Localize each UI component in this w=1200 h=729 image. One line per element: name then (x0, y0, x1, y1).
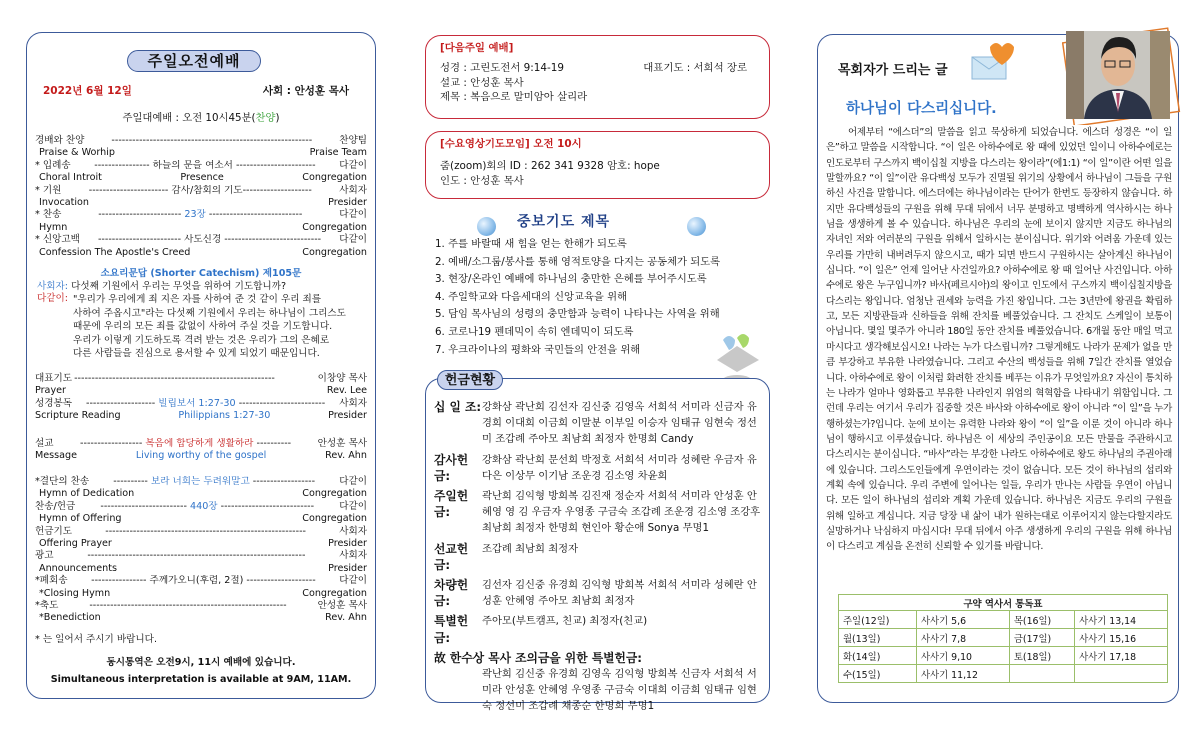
offering-panel (425, 378, 770, 713)
dash: ---------------- 주께가오니(후렴, 2절) -------------------- (91, 575, 316, 587)
date-row (27, 85, 375, 97)
order-middle (91, 476, 337, 488)
next-week-prayer: 대표기도 : 서희석 장로 (643, 62, 747, 75)
dash: ---------------------------------------------------------- (105, 525, 307, 537)
reading-right: 사회자 (339, 397, 367, 409)
sermon-label: 설교 (35, 438, 54, 449)
bible-table-cell: 사사기 11,12 (916, 665, 1009, 683)
dash: ---------------------------------------------------------- (74, 373, 275, 384)
order-item (35, 600, 367, 625)
offering-names: 조갑례 최남희 최정자 (482, 542, 579, 555)
bible-reading-table (838, 594, 1168, 683)
answer-line: 다른 사람들을 진심으로 용서할 수 있게 되었기 때문입니다. (73, 348, 320, 360)
offering-label: 특별헌금: (434, 614, 469, 645)
order-label: * 입례송 (35, 159, 71, 171)
order-item (35, 160, 367, 185)
bible-table-row (839, 629, 1168, 647)
order-right: 사회자 (339, 550, 367, 562)
prayer-right: 이창양 목사 (317, 373, 367, 384)
sermon-en: Message (35, 450, 78, 462)
sermon-en-title: Living worthy of the gospel (135, 450, 267, 462)
service-date: 2022년 6월 12일 (43, 85, 132, 97)
order-right: 다같이 (339, 234, 367, 246)
dash: ------------------------- (100, 500, 190, 512)
letter-body: 어제부터 “에스더”의 말씀을 읽고 묵상하게 되었습니다. 에스더 성경은 “이 일은”하고 말씀을 시작합니다. “이 일은 아하수에로 왕 때에 있었던 일이니 아하수에로는 인도로부터 구스까지 백이십칠 지방을 다스리는 왕이라”(에1:1) “이 일”이란 어떤 일을 말할까요? “이 일”이란 유다백성 모두가 진멸될 위기의 상황에서 하나님이 그들을 구원하신 사건을 말합니다. 에스더에는 하나님이라는 단어가 한번도 등장하지 않습니다. 하지만 유다백성들의 구원을 위해 무대 뒤에서 너무 분명하고 명백하게 역사하시는 하나님을 생생하게 볼 수 있습니다. 하나님은 우리의 눈에 보이지 않지만 지금도 하나님의 자녀인 저와 여러분의 구원을 위해서 일하시는 분이십니다. 위기와 어려움 가운데 있는 우리를 가만히 내버려두지 않으시고, 때가 되면 반드시 구원하시는 살아계신 하나님이십니다. “이 일은” 언제 일어난 사건일까요? 아하수에로 왕 때 일어난 사건입니다. 아하수에로 왕은 누구입니까? 바사(페르시아)의 왕이고 인도에서 구스까지 백이십칠지방을 다스리는 왕입니다. 엄청난 권세와 능력을 가진 왕입니다. 그는 3년만에 왕권을 확립하고, 모든 지방관들과 신하들을 위해 잔치를 베풀었습니다. 그 잔치도 스케일이 보통이 아닙니다. 몇일 몇주가 아니라 180일 동안 잔치를 베풀었습니다. 6개월 동안 매일 먹고 마시다고 생각해보십시오! 나라는 누가 다스립니까? 그렇게해도 나라가 문제가 없을 만큼 부강하고 부유한 나라였습니다. 그리고 수산의 백성들을 위해 7일간 잔치를 열었습니다. 아하수에로 왕이 이처럼 화려한 잔치를 베푸는 이유가 무엇일까요? 자신이 통치하는 나라가 얼마나 영화롭고 부유한 나라인지 위엄의 혁혁함을 나타내기 위함입니다. 그런데 우리는 여기서 우리가 집중할 것은 바사와 아하수에로 왕이 아니라 “이 일”을 누가 행하셨는가?입니다. 눈에 보이는 유력한 나라와 왕이 “이 일”을 이룬 것이 아니라 하나님이 행하시고 이루셨습니다. 하나님은 이 세상의 주인공이요 모든 만물을 주관하시고 다스리시는 분이십니다. “바사”라는 부강한 나라도 아하수에로 왕도 하나님의 주권아래에 있습니다. 그리스도인들에게 우연이라는 것이 없습니다. 모든 것이 하나님의 섭리와 계획 속에 있습니다. 우리 주변에 일어나는 일들, 우리가 만나는 사람들 우연이 아닙니다. 모든 일이 하나님의 섭리와 계획 가운데 있습니다. 하나님은 지금도 우리의 구원을 위해 일하고 계십니다. 지금 당장 내 삶이 내가 원하는대로 이루어지지 않는다할지라도 실망하거나 낙심하지 마십시다! 무대 뒤에서 아주 생생하게 우리의 구원을 위해 하나님이 다스리고 계심을 온전히 신뢰할 수 있기를 바랍니다. (826, 127, 1172, 553)
order-en-right: Congregation (302, 246, 367, 258)
offering-names: 강화삼 곽난희 문선희 박정호 서희석 서미라 성혜란 우금자 유다은 이상무 이기남 조운경 김소영 차윤희 (482, 453, 757, 482)
q-label: 사회자: (37, 281, 69, 292)
order-right: 다같이 (339, 476, 367, 487)
next-week-preacher: 설교 : 안성훈 목사 (440, 76, 524, 89)
dash: ---------------------------------------------------------- (111, 135, 313, 146)
dash: ----------------------- 감사/참회의 기도-------------------- (88, 184, 312, 196)
wed-zoom: 줌(zoom)회의 ID : 262 341 9328 암호: hope (440, 160, 660, 173)
worship-title: 주일오전예배 (127, 50, 261, 72)
offering-label-text: 선교헌금 (434, 541, 469, 572)
offering-label-text: 십 일 조 (434, 400, 477, 414)
bible-table-cell: 토(18일) (1009, 647, 1074, 665)
prayer-topics (425, 212, 770, 368)
prayer-topics-title: 중보기도 제목 (517, 214, 611, 230)
bible-table-cell: 월(13일) (839, 629, 917, 647)
order-en: Invocation (39, 197, 89, 209)
order-label: 광고 (35, 550, 54, 562)
order-right: 안성훈 목사 (317, 600, 367, 612)
presider: 사회 : 안성훈 목사 (262, 85, 349, 97)
offering-row (434, 613, 761, 645)
dash: -------------------- (86, 397, 159, 409)
bible-table-title: 구약 역사서 통독표 (839, 595, 1168, 611)
next-week-head: [다음주일 예배] (440, 42, 514, 54)
order-item (35, 501, 367, 526)
order-middle (63, 185, 337, 197)
offering-label-text: 감사헌금 (434, 452, 469, 483)
order-en: Offering Prayer (39, 538, 112, 550)
dash: ------------------------- (235, 397, 326, 409)
order-en: *Closing Hymn (39, 587, 111, 599)
prayer-item: 3. 현장/온라인 예배에 하나님의 충만한 은혜를 부어주시도록 (435, 273, 707, 286)
next-week-title: 제목 : 복음으로 말미암아 살리라 (440, 91, 588, 104)
order-label: * 신앙고백 (35, 234, 80, 246)
order-en: Praise & Worhip (39, 147, 115, 159)
offering-label: 주일헌금: (434, 489, 469, 520)
bible-table-cell (1009, 665, 1074, 683)
letter-heart-icon (968, 41, 1016, 81)
prayer-item: 2. 예배/소그룹/봉사를 통해 영적토양을 다지는 공동체가 되도록 (435, 255, 721, 268)
order-label: 찬송/헌금 (35, 500, 76, 512)
offering-row (434, 399, 761, 448)
offering-row (434, 577, 761, 609)
dash: ---------- (253, 438, 292, 449)
order-en-right: Congregation (302, 488, 367, 500)
order-en-right: Congregation (302, 587, 367, 599)
order-en-mid: Presence (180, 172, 224, 184)
wed-head: [수요영상기도모임] 오전 10시 (440, 138, 582, 150)
order-right: 다같이 (339, 500, 367, 512)
prayer-en: Prayer (35, 385, 66, 397)
prayer-item: 4. 주일학교와 다음세대의 신앙교육을 위해 (435, 290, 628, 303)
order-item-title: 23장 (184, 209, 206, 221)
order-label: 경배와 찬양 (35, 135, 85, 146)
dash: ------------------ (80, 438, 146, 449)
order-item (35, 575, 367, 600)
a-lines (73, 293, 346, 361)
order-middle (70, 575, 338, 587)
reading-en-right: Presider (328, 410, 367, 422)
offering-label: 십 일 조: (434, 400, 482, 414)
reading-en: Scripture Reading (35, 410, 121, 422)
offering-names: 주아모(부트캠프, 친교) 최정자(친교) (482, 615, 648, 628)
service-time-text: 주일대예배 : 오전 10시45분( (122, 112, 256, 124)
bible-table-cell: 사사기 17,18 (1075, 647, 1168, 665)
reading-en-passage: Philippians 1:27-30 (178, 410, 271, 422)
order-item (35, 476, 367, 501)
order-en: Hymn of Dedication (39, 488, 135, 500)
sermon-en-right: Rev. Ahn (325, 450, 367, 462)
prayer-item: 5. 담임 목사님의 성령의 충만함과 능력이 나타나는 사역을 위해 (435, 308, 720, 321)
order-en-right: Presider (328, 197, 367, 209)
dash: --------------------------- (205, 209, 303, 221)
order-label: * 찬송 (35, 209, 62, 221)
bible-table-cell: 금(17일) (1009, 629, 1074, 647)
offering-label: 선교헌금: (434, 541, 469, 572)
order-middle (60, 600, 315, 612)
next-week-scripture: 성경 : 고린도전서 9:14-19 (440, 62, 564, 75)
bible-table-cell: 주일(12일) (839, 611, 917, 629)
dash: ------------------------ (98, 209, 185, 221)
order-item-title: 보라 너희는 두려워말고 (150, 476, 250, 487)
sermon-title: 복음에 합당하게 생활하라 (145, 438, 254, 449)
bubble-icon (477, 217, 496, 236)
order-item (35, 550, 367, 575)
reading-passage: 빌립보서 1:27-30 (158, 397, 236, 409)
offering-names: 김선자 김신중 유경희 김익형 방희복 서희석 서미라 성혜란 안성훈 안혜영 주아모 최남희 최정자 (482, 579, 757, 608)
offering-row (434, 488, 761, 537)
order-middle (56, 550, 338, 562)
bible-table-cell (1075, 665, 1168, 683)
order-right: 사회자 (339, 184, 367, 196)
order-en-right: Congregation (302, 513, 367, 525)
offering-label: 감사헌금: (434, 452, 469, 483)
sermon-right: 안성훈 목사 (317, 438, 367, 449)
order-middle (82, 234, 337, 246)
order-en-right: Praise Team (309, 147, 367, 159)
order-en-right: Rev. Ahn (325, 612, 367, 624)
catechism-title: 소요리문답 (Shorter Catechism) 제105문 (100, 268, 302, 279)
order-en-right: Presider (328, 538, 367, 550)
service-time-choir: 찬양 (255, 112, 276, 124)
answer-line: 때문에 우리의 모든 죄를 값없이 사하여 주실 것을 기도합니다. (73, 321, 333, 333)
order-label: *결단의 찬송 (35, 476, 90, 487)
dash: ------------------------ 사도신경 ---------------------------- (97, 234, 322, 246)
order-item (35, 234, 367, 259)
prayer-label: 대표기도 (35, 373, 73, 384)
order-right: 찬양팀 (339, 135, 367, 146)
bible-table-cell: 목(16일) (1009, 611, 1074, 629)
catechism-qa (27, 281, 375, 361)
order-right: 다같이 (339, 159, 367, 171)
offering-row (434, 452, 761, 484)
offering-list (434, 399, 761, 646)
order-item (35, 135, 367, 160)
memorial-names: 곽난희 김신중 유경희 김영옥 김익형 방희복 신금자 서희석 서미라 안성훈 안혜영 우영종 구금숙 이대희 이금희 임태규 임현숙 정선미 조갑례 채종순 한명희 무명1 (482, 668, 757, 713)
q-text: 다섯째 기원에서 우리는 무엇을 위하여 기도합니까? (68, 281, 287, 292)
dash: ------------------ (249, 476, 316, 487)
bible-table-cell: 사사기 7,8 (916, 629, 1009, 647)
service-time (27, 112, 375, 124)
reading-label: 성경봉독 (35, 397, 73, 409)
order-en: Hymn (39, 221, 68, 233)
bible-table-cell: 화(14일) (839, 647, 917, 665)
offering-row (434, 541, 761, 573)
bible-table-cell: 수(15일) (839, 665, 917, 683)
order-middle (77, 501, 337, 513)
letter-title: 하나님이 다스리십니다. (846, 101, 997, 117)
order-list-1 (27, 135, 375, 259)
answer-line: 우리가 이렇게 기도하도록 격려 받는 것은 우리가 그의 은혜로 (73, 334, 330, 346)
answer-line: "우리가 우리에게 죄 지은 자를 사하여 준 것 같이 우리 죄를 (73, 294, 322, 306)
order-en-right: Presider (328, 562, 367, 574)
wednesday-prayer-box (425, 131, 770, 199)
order-middle (86, 135, 337, 147)
offering-label: 차량헌금: (434, 578, 469, 609)
order-item (35, 185, 367, 210)
memorial-label: 한수상 목사 조의금을 위한 특별헌금 (449, 650, 638, 665)
sermon-row (27, 438, 375, 463)
order-middle (63, 209, 337, 221)
offering-label-text: 주일헌금 (434, 489, 469, 520)
prayer-en-right: Rev. Lee (326, 385, 367, 397)
offering-names: 곽난희 김익형 방희복 김진재 정순자 서희석 서미라 안성훈 안혜영 영 김 우금자 우영종 구금숙 조갑례 조운경 김소영 조강후 최남희 최정자 한명희 현인아 황순애 Sonya 무명1 (482, 490, 761, 535)
pastor-photo (1062, 21, 1184, 125)
wed-lead: 인도 : 안성훈 목사 (440, 174, 524, 187)
bubble-icon (687, 217, 706, 236)
next-week-box (425, 35, 770, 119)
order-right: 사회자 (339, 525, 367, 537)
letter-header: 목회자가 드리는 글 (838, 63, 948, 78)
order-en-right: Congregation (302, 172, 367, 184)
prayer-and-reading (27, 373, 375, 423)
bible-table-cell: 사사기 9,10 (916, 647, 1009, 665)
dash: --------------------------------------------------------- (89, 600, 287, 612)
dash: --------------------------------------------------------------- (87, 550, 306, 562)
order-en-right: Congregation (302, 221, 367, 233)
answer-line: 사하여 주옵시고"라는 다섯째 기원에서 우리는 하나님이 그리스도 (73, 307, 346, 319)
bible-table-cell: 사사기 15,16 (1075, 629, 1168, 647)
interpretation-ko: 동시통역은 오전9시, 11시 예배에 있습니다. (106, 657, 296, 668)
order-label: 헌금기도 (35, 525, 73, 537)
bible-table-cell: 사사기 5,6 (916, 611, 1009, 629)
order-middle (74, 526, 337, 538)
interpretation-en: Simultaneous interpretation is available at 9AM, 11AM. (50, 674, 352, 685)
order-en: Confession The Apostle's Creed (39, 246, 191, 258)
prayer-item: 6. 코로나19 펜데믹이 속히 엔데믹이 되도록 (435, 325, 634, 338)
order-label: * 기원 (35, 184, 62, 196)
dash: ---------------- 하늘의 문을 여소서 ----------------------- (94, 159, 316, 171)
order-middle (73, 160, 338, 172)
order-label: *축도 (35, 600, 59, 612)
order-en: Hymn of Offering (39, 513, 122, 525)
order-right: 다같이 (339, 209, 367, 221)
pastor-letter-panel (817, 34, 1179, 703)
bible-table-row (839, 647, 1168, 665)
order-item (35, 209, 367, 234)
service-time-close: ) (275, 112, 280, 124)
bible-table-cell: 사사기 13,14 (1075, 611, 1168, 629)
bible-table-row (839, 611, 1168, 629)
offering-names: 강화삼 곽난희 김선자 김신중 김영옥 서희석 서미라 신금자 유경희 이대희 이금희 이말분 이부일 이승자 임태규 임현숙 정선미 조갑례 주아모 최남희 최정자 한명희 Candy (482, 401, 757, 446)
bible-table-row (839, 665, 1168, 683)
stand-note: * 는 일어서 주시기 바랍니다. (35, 634, 157, 645)
prayer-item: 1. 주를 바랄때 새 힘을 얻는 한해가 되도록 (435, 238, 627, 250)
memorial-colon: : (637, 650, 643, 665)
order-en: *Benediction (39, 612, 101, 624)
order-list-2 (27, 476, 375, 625)
order-en: Choral Introit (39, 172, 102, 184)
order-label: *폐회송 (35, 575, 68, 587)
offering-label-text: 특별헌금 (434, 614, 469, 645)
offering-label-text: 차량헌금 (434, 578, 469, 609)
dash: --------------------------- (217, 500, 315, 512)
worship-order-panel (26, 32, 376, 699)
order-item-title: 440장 (189, 500, 218, 512)
a-label: 다같이: (37, 293, 69, 305)
memorial-prefix: 故 (434, 650, 446, 665)
offering-title: 헌금현황 (437, 370, 503, 390)
prayer-item: 7. 우크라이나의 평화와 국민들의 안전을 위해 (435, 343, 641, 356)
order-en: Announcements (39, 562, 118, 574)
dash: ---------- (113, 476, 151, 487)
order-item (35, 526, 367, 551)
order-right: 다같이 (339, 575, 367, 587)
memorial-row (434, 650, 761, 666)
